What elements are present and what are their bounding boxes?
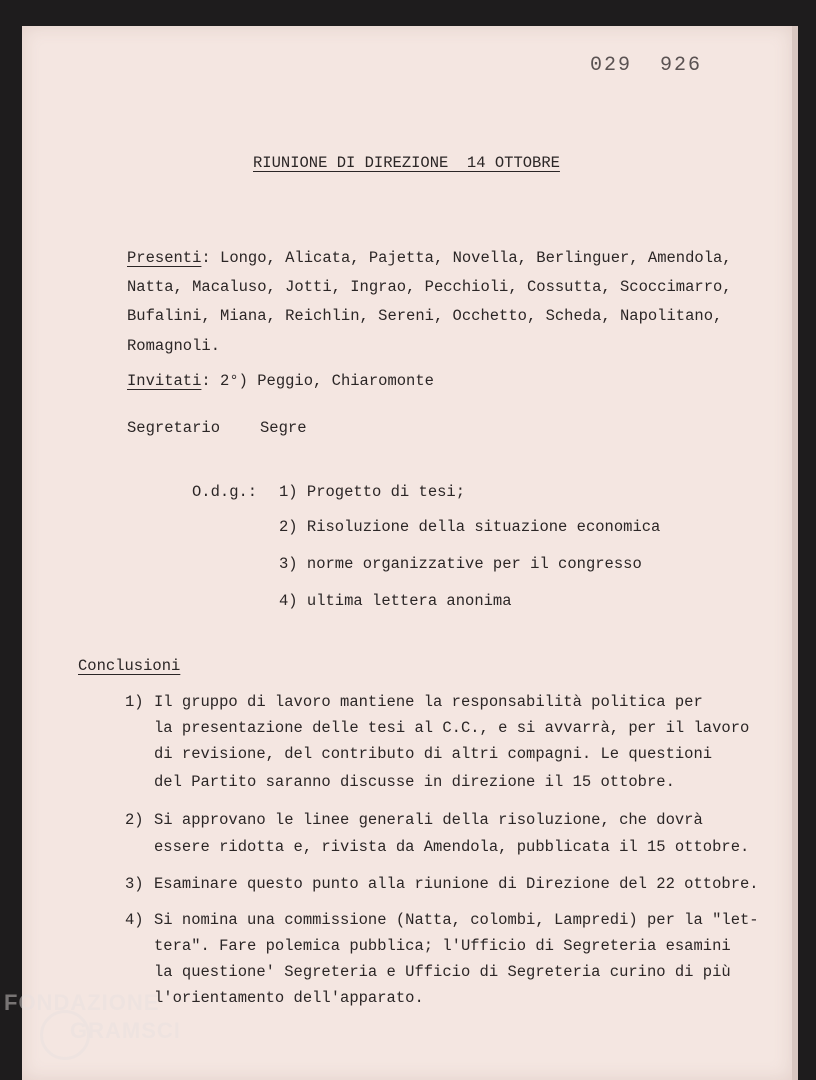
invitati-label: Invitati (127, 372, 202, 390)
conclusion-line: tera". Fare polemica pubblica; l'Ufficio di Segreteria esamini (154, 937, 731, 955)
presenti-line-4: Romagnoli. (127, 337, 221, 355)
conclusioni-heading: Conclusioni (78, 657, 181, 675)
segretario-label: Segretario (127, 419, 221, 437)
conclusion-line: la questione' Segreteria e Ufficio di Segreteria curino di più (154, 963, 731, 981)
conclusion-number: 4) (125, 911, 144, 929)
presenti-label: Presenti (127, 249, 202, 267)
odg-item: 4) ultima lettera anonima (279, 592, 512, 610)
conclusion-line: la presentazione delle tesi al C.C., e si avvarrà, per il lavoro (154, 719, 750, 737)
conclusion-line: Esaminare questo punto alla riunione di Direzione del 22 ottobre. (154, 875, 759, 893)
conclusion-line: Il gruppo di lavoro mantiene la responsabilità politica per (154, 693, 703, 711)
odg-item: 3) norme organizzative per il congresso (279, 555, 642, 573)
conclusion-line: Si nomina una commissione (Natta, colombi, Lampredi) per la "let- (154, 911, 759, 929)
conclusion-line: l'orientamento dell'apparato. (154, 989, 424, 1007)
presenti-line-2: Natta, Macaluso, Jotti, Ingrao, Pecchioli, Cossutta, Scoccimarro, (127, 278, 732, 296)
conclusion-line: di revisione, del contributo di altri compagni. Le questioni (154, 745, 713, 763)
conclusion-number: 3) (125, 875, 144, 893)
odg-item: 1) Progetto di tesi; (279, 483, 466, 501)
conclusion-line: Si approvano le linee generali della risoluzione, che dovrà (154, 811, 703, 829)
conclusion-line: essere ridotta e, rivista da Amendola, pubblicata il 15 ottobre. (154, 838, 750, 856)
segretario-name: Segre (260, 419, 307, 437)
conclusion-number: 1) (125, 693, 144, 711)
document-title: RIUNIONE DI DIREZIONE 14 OTTOBRE (253, 154, 560, 172)
conclusion-line: del Partito saranno discusse in direzione il 15 ottobre. (154, 773, 675, 791)
presenti-line-3: Bufalini, Miana, Reichlin, Sereni, Occhetto, Scheda, Napolitano, (127, 307, 723, 325)
document-number: 029 926 (590, 54, 703, 77)
invitati-line: Invitati: 2°) Peggio, Chiaromonte (127, 372, 434, 390)
watermark-line-1: FONDAZIONE (4, 990, 160, 1015)
odg-item: 2) Risoluzione della situazione economica (279, 518, 661, 536)
page-edge (792, 26, 798, 1080)
odg-label: O.d.g.: (192, 483, 258, 501)
watermark-line-2: GRAMSCI (70, 1018, 181, 1043)
conclusion-number: 2) (125, 811, 144, 829)
presenti-line-1: Presenti: Longo, Alicata, Pajetta, Novella, Berlinguer, Amendola, (127, 249, 732, 267)
